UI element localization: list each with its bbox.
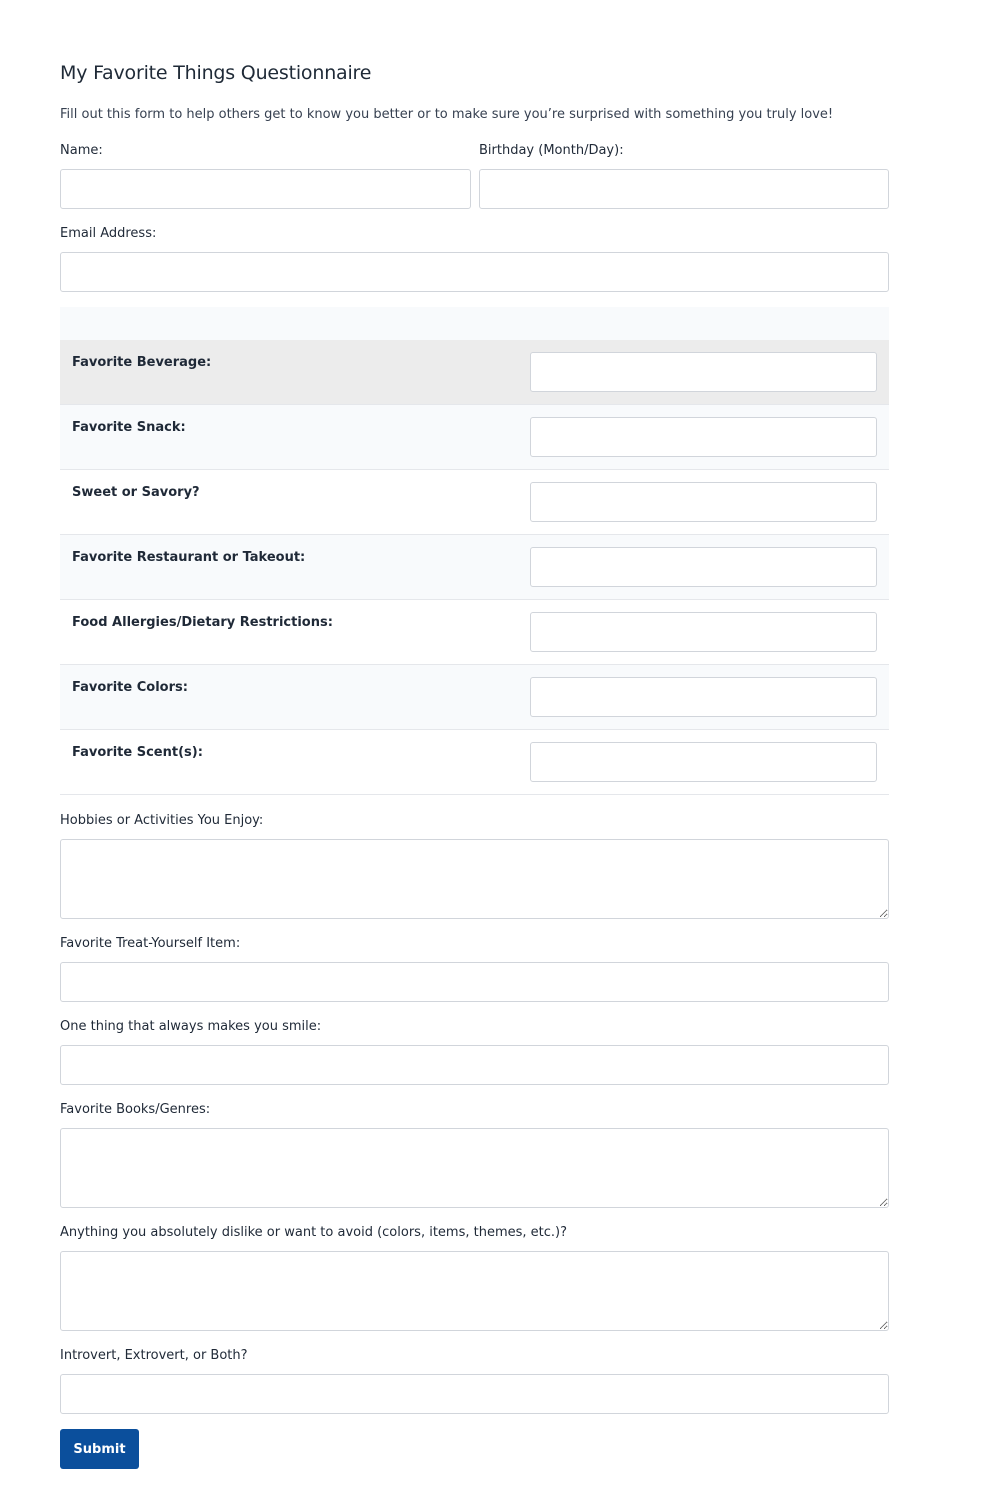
table-row: [60, 470, 889, 535]
birthday-label: Birthday (Month/Day):: [479, 143, 624, 158]
table-row: [60, 665, 889, 730]
table-row: [60, 730, 889, 795]
hobbies-label: Hobbies or Activities You Enjoy:: [60, 813, 264, 828]
scents-label: Favorite Scent(s):: [72, 745, 203, 760]
personality-label: Introvert, Extrovert, or Both?: [60, 1348, 248, 1363]
colors-input[interactable]: [530, 677, 877, 717]
name-input[interactable]: [60, 169, 471, 209]
table-row: [60, 405, 889, 470]
table-row: [60, 340, 889, 405]
table-row: [60, 535, 889, 600]
birthday-input[interactable]: [479, 169, 889, 209]
snack-label: Favorite Snack:: [72, 420, 186, 435]
smile-input[interactable]: [60, 1045, 889, 1085]
smile-label: One thing that always makes you smile:: [60, 1019, 322, 1034]
restaurant-label: Favorite Restaurant or Takeout:: [72, 550, 306, 565]
books-textarea[interactable]: [60, 1128, 889, 1208]
scents-input[interactable]: [530, 742, 877, 782]
favorites-table-header: [60, 307, 889, 340]
books-label: Favorite Books/Genres:: [60, 1102, 211, 1117]
intro-text: Fill out this form to help others get to know you better or to make sure you’re surprised with something you truly love!: [60, 107, 834, 122]
sweet-savory-input[interactable]: [530, 482, 877, 522]
allergies-label: Food Allergies/Dietary Restrictions:: [72, 615, 333, 630]
beverage-input[interactable]: [530, 352, 877, 392]
sweet-savory-label: Sweet or Savory?: [72, 485, 200, 500]
email-input[interactable]: [60, 252, 889, 292]
favorites-table: [60, 307, 889, 795]
allergies-input[interactable]: [530, 612, 877, 652]
dislike-label: Anything you absolutely dislike or want to avoid (colors, items, themes, etc.)?: [60, 1225, 567, 1240]
email-label: Email Address:: [60, 226, 157, 241]
table-row: [60, 600, 889, 665]
dislike-textarea[interactable]: [60, 1251, 889, 1331]
submit-button[interactable]: Submit: [60, 1429, 139, 1469]
beverage-label: Favorite Beverage:: [72, 355, 212, 370]
personality-input[interactable]: [60, 1374, 889, 1414]
snack-input[interactable]: [530, 417, 877, 457]
treat-label: Favorite Treat-Yourself Item:: [60, 936, 241, 951]
colors-label: Favorite Colors:: [72, 680, 188, 695]
treat-input[interactable]: [60, 962, 889, 1002]
name-label: Name:: [60, 143, 103, 158]
page-title: My Favorite Things Questionnaire: [60, 62, 372, 84]
restaurant-input[interactable]: [530, 547, 877, 587]
hobbies-textarea[interactable]: [60, 839, 889, 919]
